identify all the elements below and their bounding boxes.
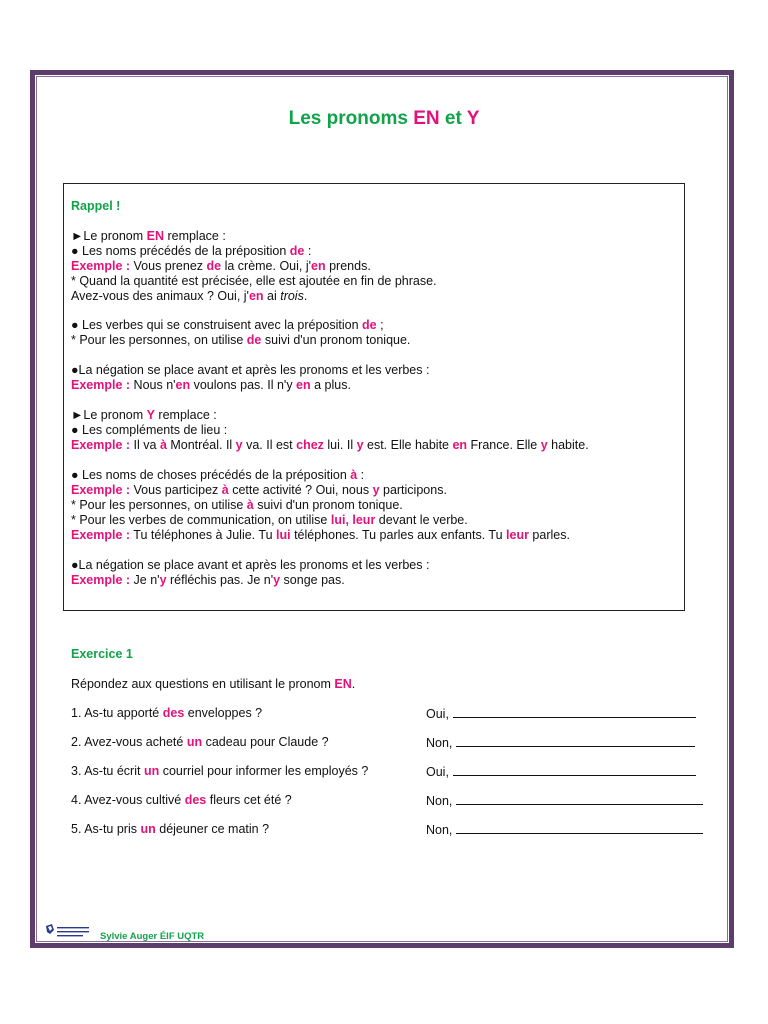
answer-line[interactable]: Non, — [426, 822, 703, 837]
answer-line[interactable]: Oui, — [426, 764, 696, 779]
rappel-line: ● Les verbes qui se construisent avec la préposition de ; — [71, 318, 384, 332]
rappel-line: ● Les compléments de lieu : — [71, 423, 228, 437]
rappel-line: * Pour les personnes, on utilise de suivi d'un pronom tonique. — [71, 333, 411, 347]
rappel-line: ● Les noms de choses précédés de la préposition à : — [71, 468, 365, 482]
exercise-heading: Exercice 1 — [71, 647, 133, 661]
rappel-line: ●La négation se place avant et après les pronoms et les verbes : — [71, 558, 430, 572]
rappel-line: Avez-vous des animaux ? Oui, j'en ai trois. — [71, 289, 308, 303]
page-title: Les pronoms EN et Y — [288, 108, 480, 129]
exercise-instructions: Répondez aux questions en utilisant le pronom EN. — [71, 677, 356, 691]
exercise-question: 5. As-tu pris un déjeuner ce matin ? — [71, 822, 270, 836]
rappel-line: Exemple : Je n'y réfléchis pas. Je n'y songe pas. — [71, 573, 345, 587]
rappel-line: Exemple : Il va à Montréal. Il y va. Il est chez lui. Il y est. Elle habite en France. Elle y habite. — [71, 438, 589, 452]
rappel-line: ►Le pronom Y remplace : — [71, 408, 217, 422]
answer-blank[interactable] — [453, 764, 696, 776]
rappel-line: * Quand la quantité est précisée, elle est ajoutée en fin de phrase. — [71, 274, 437, 288]
answer-line[interactable]: Non, — [426, 735, 695, 750]
exercise-question: 3. As-tu écrit un courriel pour informer les employés ? — [71, 764, 369, 778]
rappel-line: Exemple : Vous prenez de la crème. Oui, j'en prends. — [71, 259, 371, 273]
footer-credit: Sylvie Auger ÉIF UQTR — [100, 931, 205, 942]
rappel-line: * Pour les personnes, on utilise à suivi d'un pronom tonique. — [71, 498, 403, 512]
rappel-line: ● Les noms précédés de la préposition de : — [71, 244, 312, 258]
school-logo-icon — [44, 922, 92, 942]
rappel-line: * Pour les verbes de communication, on utilise lui, leur devant le verbe. — [71, 513, 468, 527]
exercise-question: 2. Avez-vous acheté un cadeau pour Claude ? — [71, 735, 329, 749]
exercise-question: 1. As-tu apporté des enveloppes ? — [71, 706, 263, 720]
answer-line[interactable]: Non, — [426, 793, 703, 808]
rappel-heading: Rappel ! — [71, 199, 121, 213]
answer-blank[interactable] — [456, 822, 703, 834]
rappel-line: ►Le pronom EN remplace : — [71, 229, 226, 243]
exercise-question: 4. Avez-vous cultivé des fleurs cet été ? — [71, 793, 292, 807]
rappel-line: Exemple : Vous participez à cette activité ? Oui, nous y participons. — [71, 483, 447, 497]
rappel-line: Exemple : Nous n'en voulons pas. Il n'y en a plus. — [71, 378, 351, 392]
answer-blank[interactable] — [456, 793, 703, 805]
answer-blank[interactable] — [453, 706, 696, 718]
rappel-line: ●La négation se place avant et après les pronoms et les verbes : — [71, 363, 430, 377]
rappel-line: Exemple : Tu téléphones à Julie. Tu lui téléphones. Tu parles aux enfants. Tu leur parles. — [71, 528, 570, 542]
answer-line[interactable]: Oui, — [426, 706, 696, 721]
answer-blank[interactable] — [456, 735, 695, 747]
